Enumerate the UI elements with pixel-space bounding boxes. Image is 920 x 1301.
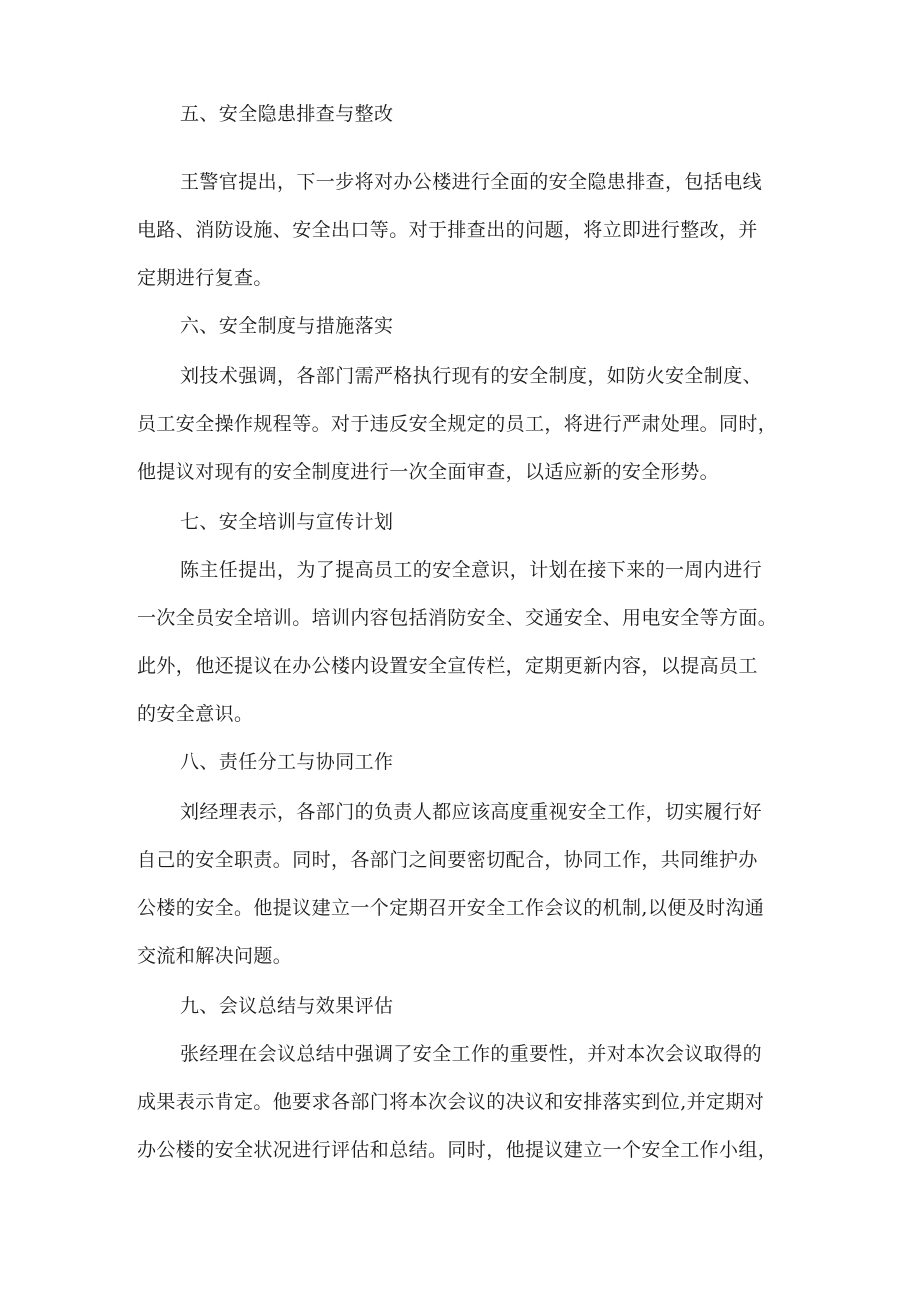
paragraph-line: 办公楼的安全状况进行评估和总结。同时，他提议建立一个安全工作小组， <box>137 1139 778 1161</box>
paragraph-line: 刘技术强调，各部门需严格执行现有的安全制度，如防火安全制度、 <box>180 365 763 387</box>
section-heading: 八、责任分工与协同工作 <box>180 751 394 773</box>
paragraph-line: 王警官提出，下一步将对办公楼进行全面的安全隐患排查，包括电线 <box>180 171 763 193</box>
paragraph-line: 一次全员安全培训。培训内容包括消防安全、交通安全、用电安全等方面。 <box>137 607 778 629</box>
paragraph-line: 张经理在会议总结中强调了安全工作的重要性，并对本次会议取得的 <box>180 1043 763 1065</box>
paragraph-line: 电路、消防设施、安全出口等。对于排查出的问题，将立即进行整改，并 <box>137 219 758 241</box>
section-heading: 九、会议总结与效果评估 <box>180 995 394 1017</box>
paragraph-line: 定期进行复查。 <box>137 267 273 289</box>
section-heading: 七、安全培训与宣传计划 <box>180 511 394 533</box>
section-heading: 五、安全隐患排查与整改 <box>180 103 394 125</box>
paragraph-line: 员工安全操作规程等。对于违反安全规定的员工，将进行严肃处理。同时， <box>137 413 778 435</box>
paragraph-line: 成果表示肯定。他要求各部门将本次会议的决议和安排落实到位,并定期对 <box>137 1091 765 1113</box>
paragraph-line: 他提议对现有的安全制度进行一次全面审查，以适应新的安全形势。 <box>137 461 720 483</box>
paragraph-line: 自己的安全职责。同时，各部门之间要密切配合，协同工作，共同维护办 <box>137 849 758 871</box>
paragraph-line: 公楼的安全。他提议建立一个定期召开安全工作会议的机制,以便及时沟通 <box>137 897 765 919</box>
paragraph-line: 陈主任提出，为了提高员工的安全意识，计划在接下来的一周内进行 <box>180 559 763 581</box>
paragraph-line: 此外，他还提议在办公楼内设置安全宣传栏，定期更新内容，以提高员工 <box>137 655 758 677</box>
section-heading: 六、安全制度与措施落实 <box>180 315 394 337</box>
paragraph-line: 的安全意识。 <box>137 703 254 725</box>
paragraph-line: 刘经理表示，各部门的负责人都应该高度重视安全工作，切实履行好 <box>180 801 763 823</box>
paragraph-line: 交流和解决问题。 <box>137 945 293 967</box>
